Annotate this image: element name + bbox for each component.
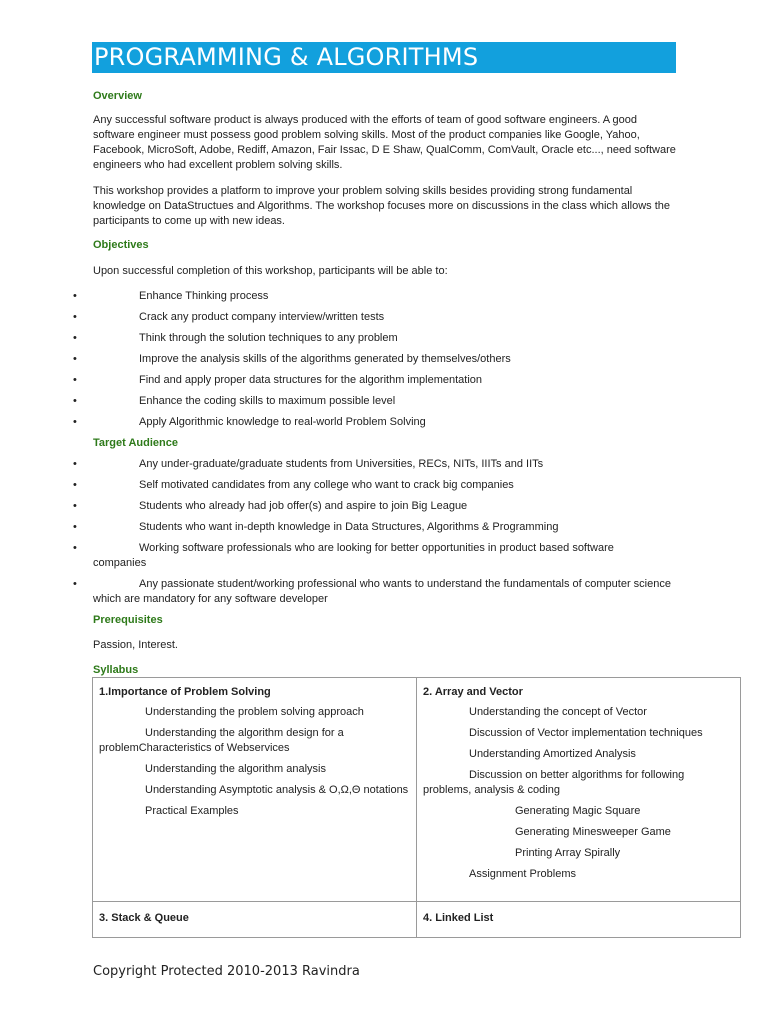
cell-line: Practical Examples (145, 805, 239, 817)
cell-line: Understanding the concept of Vector (469, 706, 647, 718)
list-item: • Improve the analysis skills of the algorithms generated by themselves/others (73, 353, 511, 365)
overview-paragraph-1: Any successful software product is always produced with the efforts of team of good software engineers. A good software engineer must possess good problem solving skills. Most of the product companies like Google, Yahoo, Facebook, MicroSoft, Adobe, Rediff, Amazon, Fair Issac, D E Shaw, QualComm, ComVault, Oracle etc..., need software engineers who had excellent problem solving skills. (93, 114, 676, 171)
audience-list (0, 457, 700, 607)
list-item: • Enhance Thinking process (73, 290, 269, 302)
list-item: • Find and apply proper data structures for the algorithm implementation (73, 374, 483, 386)
cell-line: Discussion of Vector implementation techniques (469, 727, 703, 739)
cell-line: Understanding Amortized Analysis (469, 748, 636, 760)
cell-title: 2. Array and Vector (423, 686, 523, 698)
cell-line: Discussion on better algorithms for following problems, analysis & coding (423, 769, 685, 796)
list-item: • Any under-graduate/graduate students from Universities, RECs, NITs, IIITs and IITs (73, 458, 544, 470)
cell-title: 4. Linked List (423, 912, 494, 924)
overview-paragraph-2: This workshop provides a platform to improve your problem solving skills besides providing strong fundamental knowledge on DataStructues and Algorithms. The workshop focuses more on discussions in the class which allows the participants to come up with new ideas. (93, 185, 670, 227)
prerequisites-heading: Prerequisites (93, 614, 163, 626)
cell-title: 1.Importance of Problem Solving (99, 686, 271, 698)
syllabus-heading: Syllabus (93, 664, 139, 676)
cell-line: Understanding the algorithm analysis (145, 763, 326, 775)
syllabus-table (92, 677, 741, 938)
cell-line: Understanding the algorithm design for a problemCharacteristics of Webservices (99, 727, 344, 754)
list-item: • Apply Algorithmic knowledge to real-world Problem Solving (73, 416, 426, 428)
list-item: • Working software professionals who are looking for better opportunities in product based software companies (73, 542, 614, 569)
cell-line: Understanding Asymptotic analysis & O,Ω,Θ notations (145, 784, 409, 796)
cell-title: 3. Stack & Queue (99, 912, 189, 924)
syllabus-cell-stack-queue (93, 902, 417, 938)
syllabus-cell-problem-solving (93, 678, 417, 902)
objectives-heading: Objectives (93, 239, 149, 251)
syllabus-cell-linked-list (417, 902, 741, 938)
list-item: • Think through the solution techniques to any problem (73, 332, 398, 344)
list-item: • Students who want in-depth knowledge in Data Structures, Algorithms & Programming (73, 521, 559, 533)
cell-line: Understanding the problem solving approach (145, 706, 364, 718)
copyright-footer: Copyright Protected 2010-2013 Ravindra (93, 964, 360, 979)
cell-subline: Generating Minesweeper Game (515, 826, 671, 838)
list-item: • Crack any product company interview/written tests (73, 311, 385, 323)
prerequisites-text: Passion, Interest. (93, 639, 178, 651)
audience-heading: Target Audience (93, 437, 178, 449)
cell-line: Assignment Problems (469, 868, 576, 880)
list-item: • Self motivated candidates from any college who want to crack big companies (73, 479, 514, 491)
objectives-intro: Upon successful completion of this workshop, participants will be able to: (93, 265, 448, 277)
page-title: PROGRAMMING & ALGORITHMS (92, 42, 676, 73)
list-item: • Students who already had job offer(s) and aspire to join Big League (73, 500, 468, 512)
cell-subline: Printing Array Spirally (515, 847, 621, 859)
syllabus-cell-array-vector (417, 678, 741, 902)
list-item: • Any passionate student/working professional who wants to understand the fundamentals of computer science which are mandatory for any software developer (73, 578, 671, 605)
cell-subline: Generating Magic Square (515, 805, 641, 817)
list-item: • Enhance the coding skills to maximum possible level (73, 395, 396, 407)
objectives-list (0, 289, 700, 430)
overview-heading: Overview (93, 90, 142, 102)
